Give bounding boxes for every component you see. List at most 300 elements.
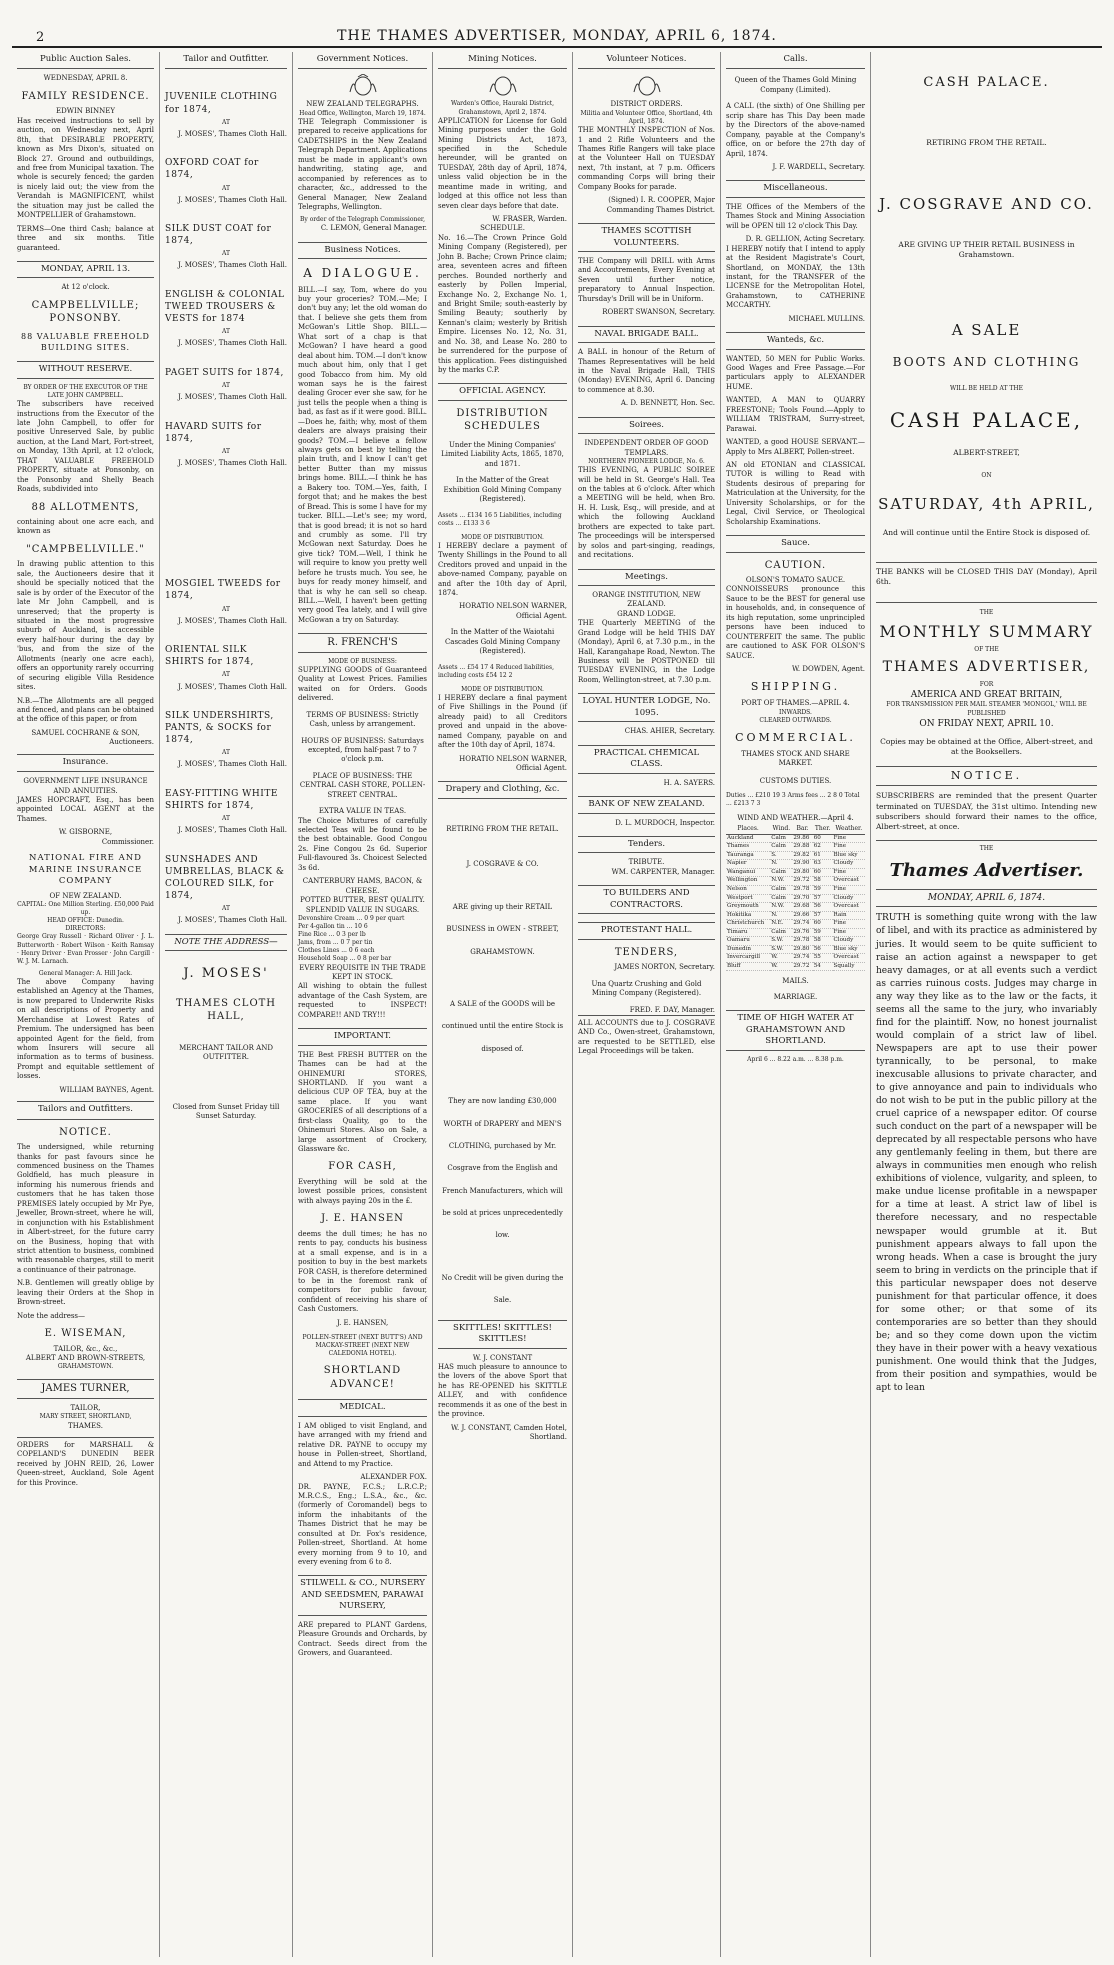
ad-subtitle: MODE OF DISTRIBUTION. <box>461 685 544 693</box>
item-at: AT <box>221 250 230 258</box>
ad-body: containing about one acre each, and known as <box>17 518 154 536</box>
ad-name: J. E. HANSEN, <box>336 1318 389 1327</box>
item-at: AT <box>221 815 230 823</box>
ad-subtitle: FOR CASH, <box>328 1161 397 1173</box>
signature: HORATIO NELSON WARNER, Official Agent. <box>459 754 567 772</box>
masthead-title: THE THAMES ADVERTISER, MONDAY, APRIL 6, 1874. <box>337 28 777 44</box>
item-at: AT <box>221 328 230 336</box>
table-cell: Napier <box>726 860 770 869</box>
ad-body: I HEREBY declare a payment of Twenty Shillings in the Pound to all Creditors proved and unpaid in the above-named Company, payable on and after the 10th day of April, 1874. <box>438 541 567 598</box>
page-number: 2 <box>36 30 45 45</box>
table-cell: Greymouth <box>726 903 770 912</box>
section-header: Mining Notices. <box>438 52 567 69</box>
table-row <box>726 843 865 852</box>
ad-line: FOR TRANSMISSION PER MAIL STEAMER 'MONGOL,' WILL BE PUBLISHED <box>886 701 1087 717</box>
table-cell: S. <box>770 851 792 860</box>
section-header: Meetings. <box>578 569 715 586</box>
table-cell: Tauranga <box>726 851 770 860</box>
ad-subtitle: MAILS. <box>782 977 809 986</box>
ad-title: PRACTICAL CHEMICAL CLASS. <box>578 745 715 774</box>
ad-body: THE Offices of the Members of the Thames Stock and Mining Association will be OPEN till 12 o'clock This Day. <box>726 202 865 230</box>
ad-subtitle: RETIRING FROM THE RETAIL. <box>926 137 1047 147</box>
ad-body: Everything will be sold at the lowest possible prices, consistent with always paying 20s in the £. <box>298 1177 427 1205</box>
column-calls <box>720 52 870 1957</box>
ad-figures: Assets ... £54 17 4 Reduced liabilities, including costs £54 12 2 <box>438 663 555 679</box>
signature: Auctioneers. <box>109 738 154 747</box>
ad-subtitle: SCHEDULE. <box>480 224 525 233</box>
item-at: AT <box>221 905 230 913</box>
ad-body: I HEREBY declare a final payment of Five Shillings in the Pound (if already paid) to all Creditors proved and unpaid in the above-named Company, payable on and after the 10th day of April, 1874. <box>438 693 567 750</box>
ad-subtitle: MARRIAGE. <box>773 992 818 1001</box>
ad-body: Una Quartz Crushing and Gold Mining Company (Registered). <box>591 979 702 998</box>
ad-line: TAILOR, &c., &c., <box>53 1344 118 1353</box>
section-title: COMMERCIAL. <box>735 730 856 744</box>
ad-title: TO BUILDERS AND CONTRACTORS. <box>578 885 715 914</box>
price-row: Fine Rice ... 0 3 per lb <box>298 931 366 939</box>
ad-body: No. 16.—The Crown Prince Gold Mining Company (Registered), per John B. Bache; Crown Prince claim; area, seventeen acres and fifteen perches. Bounded northerly and easterly by Pollen Imperial, Exchange No. 2, Exchange No. 1, and Bright Smile; south-easterly by Smiling Beauty; southerly by Kennan's claim; westerly by British Empire. Licenses No. 12, No. 31, and No. 38, and Lease No. 280 to be surrendered for the purpose of this application. Fees distinguished by the marks C.P. <box>438 233 567 375</box>
ad-subtitle: WIND AND WEATHER.—April 4. <box>737 814 854 823</box>
table-cell: Overcast <box>833 954 866 963</box>
table-cell: Cloudy <box>833 894 866 903</box>
ad-body: ARE GIVING UP THEIR RETAIL BUSINESS in Grahamstown. <box>898 239 1075 260</box>
table-cell: Auckland <box>726 834 770 843</box>
table-cell: Fine <box>833 920 866 929</box>
section-header: Tailors and Outfitters. <box>17 1101 154 1119</box>
moses-item <box>165 788 287 836</box>
section-header: Public Auction Sales. <box>17 52 154 69</box>
table-cell: S.W. <box>770 937 792 946</box>
ad-name: J. MOSES' <box>183 966 269 982</box>
ad-body: DR. PAYNE, F.C.S.; L.R.C.P.; M.R.C.S., Eng.; L.S.A., &c., &c. (formerly of Coromandel) begs to inform the inhabitants of the Thames District that he may be consulted at Dr. Fox's residence, Pollen-street, Shortland. At home every morning from 9 to 10, and every evening from 6 to 8. <box>298 1482 427 1566</box>
ad-highlight: "CAMPBELLVILLE." <box>26 543 145 555</box>
item-at: AT <box>221 605 230 613</box>
ad-subtitle: OLSON'S TOMATO SAUCE. <box>745 576 846 584</box>
ad-figures: Duties ... £210 19 3 Arms fees ... 2 8 0 Total ... £213 7 3 <box>726 792 860 808</box>
item-at: AT <box>221 447 230 455</box>
ad-body: A SALE of the GOODS will be continued until the entire Stock is disposed of. <box>441 999 564 1053</box>
price-row: Jams, from ... 0 7 per tin <box>298 939 373 947</box>
item-shop: J. MOSES', Thames Cloth Hall. <box>178 393 287 402</box>
ad-note: Closed from Sunset Friday till Sunset Saturday. <box>172 1102 280 1121</box>
signature: FRED. F. DAY, Manager. <box>629 1005 715 1014</box>
ad-subtitle: INWARDS. <box>779 708 812 716</box>
ad-body: THE BANKS will be CLOSED THIS DAY (Monday), April 6th. <box>876 562 1097 587</box>
ad-subtitle: EXTRA VALUE IN TEAS. <box>318 807 407 816</box>
signature: JAMES NORTON, Secretary. <box>614 963 715 972</box>
ad-body: THE Company will DRILL with Arms and Accoutrements, Every Evening at Seven until further notice, preparatory to Annual Inspection. Thursday's Drill will be in Uniform. <box>578 256 715 303</box>
table-cell: 29.70 <box>792 894 812 903</box>
ad-note: Note the address— <box>17 1311 86 1320</box>
price-row: Devonshire Cream ... 0 9 per quart <box>298 914 405 922</box>
ad-title: TENDERS, <box>614 946 679 958</box>
ad-subtitle: CLEARED OUTWARDS. <box>759 716 832 724</box>
signature: ROBERT SWANSON, Secretary. <box>602 308 715 317</box>
ad-title: A DIALOGUE. <box>303 266 422 281</box>
ad-body: deems the dull times; he has no rents to pay, conducts his business at a small expense, and is in a position to buy in the best markets FOR CASH, is therefore determined to be in the foremost rank of competitors for public favour, confident of receiving his share of Cash Customers. <box>298 1229 427 1314</box>
section-header: Sauce. <box>726 535 865 552</box>
moses-item <box>165 421 287 469</box>
ad-body: In the Matter of the Great Exhibition Gold Mining Company (Registered). <box>443 476 562 504</box>
table-cell: 29.90 <box>792 860 812 869</box>
table-row <box>726 954 865 963</box>
ad-name: W. J. CONSTANT <box>472 1353 533 1362</box>
table-cell: 59 <box>813 886 833 895</box>
table-cell: 29.80 <box>792 945 812 954</box>
ad-order: BY ORDER OF THE EXECUTOR OF THE LATE JOHN CAMPBELL. <box>23 383 148 400</box>
ad-subtitle: SPLENDID VALUE IN SUGARS. <box>305 905 420 914</box>
column-tailor <box>159 52 292 1957</box>
table-cell: 61 <box>813 851 833 860</box>
item-at: AT <box>221 118 230 126</box>
ad-body: AN old ETONIAN and CLASSICAL TUTOR is willing to Read with Students desirous of preparing for Matriculation at the University, for the University Scholarships, or for the Legal, Civil Service, or Theological Scholarship Examinations. <box>726 460 865 526</box>
ad-body: They are now landing £30,000 WORTH of DRAPERY and MEN'S CLOTHING, purchased by Mr. Cosgrave from the English and French Manufacturers, which will be sold at prices unprecedentedly low. <box>442 1097 563 1240</box>
ad-body: All wishing to obtain the fullest advantage of the Cash System, are requested to INSPECT! COMPARE!! AND TRY!!! <box>298 982 427 1019</box>
ad-line: OF THE <box>974 646 999 654</box>
ad-title: GOVERNMENT LIFE INSURANCE AND ANNUITIES. <box>23 777 148 795</box>
signature: D. L. MURDOCH, Inspector. <box>615 818 715 827</box>
tide-row: April 6 ... 8.22 a.m. ... 8.38 p.m. <box>747 1055 844 1063</box>
table-row <box>726 911 865 920</box>
table-cell: 29.74 <box>792 920 812 929</box>
table-cell: 60 <box>813 920 833 929</box>
ad-body: Under the Mining Companies' Limited Liability Acts, 1865, 1870, and 1871. <box>441 440 564 468</box>
table-cell: Fine <box>833 834 866 843</box>
signature: MICHAEL MULLINS. <box>788 314 865 323</box>
ad-title: NATIONAL FIRE AND MARINE INSURANCE COMPANY <box>28 853 143 887</box>
column-cash-palace <box>870 52 1102 1957</box>
table-cell: 29.88 <box>792 843 812 852</box>
column-government <box>292 52 432 1957</box>
ad-title: STILWELL & CO., NURSERY AND SEEDSMEN, PARAWAI NURSERY, <box>298 1575 427 1615</box>
table-cell: Cloudy <box>833 937 866 946</box>
moses-item <box>165 223 287 271</box>
ad-body: JAMES HOPCRAFT, Esq., has been appointed LOCAL AGENT at the Thames. <box>17 796 154 823</box>
moses-item <box>165 157 287 205</box>
ad-subtitle: THAMES STOCK AND SHARE MARKET. <box>741 749 850 768</box>
ad-subtitle: NORTHERN PIONEER LODGE, No. 6. <box>588 458 705 466</box>
section-header: Wanteds, &c. <box>726 332 865 349</box>
signature: C. LEMON, General Manager. <box>320 224 427 233</box>
ad-dateline: Militia and Volunteer Office, Shortland, 4th April, 1874. <box>580 109 713 125</box>
table-row <box>726 928 865 937</box>
moses-item <box>165 91 287 139</box>
table-header-cell: Places. <box>726 824 770 835</box>
table-row <box>726 851 865 860</box>
ad-body: HAS much pleasure to announce to the lovers of the above Sport that he has RE-OPENED his SKITTLE ALLEY, and with confidence recommends it as one of the best in the province. <box>438 1363 567 1419</box>
ad-title: NAVAL BRIGADE BALL. <box>578 326 715 343</box>
table-cell: 29.78 <box>792 886 812 895</box>
table-cell: 58 <box>813 877 833 886</box>
item-title: ENGLISH & COLONIAL TWEED TROUSERS & VESTS for 1874 <box>165 289 285 325</box>
ad-capital: CAPITAL: One Million Sterling. £50,000 Paid up. <box>17 901 154 917</box>
ad-title: LOYAL HUNTER LODGE, No. 1095. <box>578 693 715 722</box>
price-row: Household Soap ... 0 8 per bar <box>298 955 392 963</box>
ad-subtitle: ON FRIDAY NEXT, APRIL 10. <box>919 718 1054 729</box>
signature: WILLIAM BAYNES, Agent. <box>59 1085 154 1094</box>
table-cell: Invercargill <box>726 954 770 963</box>
ad-title: INDEPENDENT ORDER OF GOOD TEMPLARS. <box>584 439 709 457</box>
table-cell: Hokitika <box>726 911 770 920</box>
ad-address: POLLEN-STREET (NEXT BUTT'S) AND MACKAY-STREET (NEXT NEW CALEDONIA HOTEL). <box>302 1334 423 1358</box>
table-cell: Wellington <box>726 877 770 886</box>
table-cell: 29.78 <box>792 937 812 946</box>
ad-body: ALL ACCOUNTS due to J. COSGRAVE AND Co., Owen-street, Grahamstown, are requested to be SETTLED, else Legal Proceedings will be taken. <box>578 1015 715 1057</box>
table-cell: 58 <box>813 937 833 946</box>
ad-name: J. COSGRAVE & CO. <box>466 860 539 869</box>
ad-subtitle: OF NEW ZEALAND. <box>49 891 122 900</box>
price-list <box>298 915 427 964</box>
ad-subtitle: MODE OF DISTRIBUTION. <box>461 533 544 541</box>
table-cell: Calm <box>770 894 792 903</box>
ad-body: In drawing public attention to this sale, the Auctioneers desire that it should be specially noticed that the sale is by order of the Executor of the late Mr John Campbell, and is unreserved; that the property is situated in the most progressive suburb of Auckland, is accessible every half-hour during the day by 'bus, and from the size of the Allotments (nearly one acre each), offers an opportunity rarely occurring of securing eligible Villa Residence sites. <box>17 560 154 692</box>
signature: A. D. BENNETT, Hon. Sec. <box>620 399 715 408</box>
ad-line: THE <box>979 844 994 852</box>
table-header-cell: Weather. <box>833 824 866 835</box>
item-shop: J. MOSES', Thames Cloth Hall. <box>178 129 287 138</box>
table-cell: Cloudy <box>833 860 866 869</box>
ad-body: THE Quarterly MEETING of the Grand Lodge will be held THIS DAY (Monday), April 6, at 7.30 p.m., in the Hall, Karangahape Road, Newton. The Business will be POSTPONED till TUESDAY EVENING, in the Lodge Room, Wellington-street, at 7.30 p.m. <box>578 619 715 684</box>
section-header: Tailor and Outfitter. <box>165 52 287 69</box>
ad-title: TRIBUTE. <box>628 858 665 867</box>
table-cell: N. <box>770 911 792 920</box>
ad-title: THAMES ADVERTISER, <box>882 659 1091 676</box>
table-cell: Wanganui <box>726 868 770 877</box>
ad-line: ALBERT-STREET, <box>953 447 1020 457</box>
table-cell: 29.76 <box>792 928 812 937</box>
table-cell: Calm <box>770 843 792 852</box>
sale-date: MONDAY, APRIL 13. <box>17 261 154 278</box>
table-cell: 54 <box>813 962 833 971</box>
leader-dateline: MONDAY, APRIL 6, 1874. <box>876 889 1097 907</box>
signature: HORATIO NELSON WARNER, Official Agent. <box>459 602 567 620</box>
ad-line: FOR <box>979 681 994 689</box>
ad-body: Copies may be obtained at the Office, Albert-street, and at the Booksellers. <box>880 737 1093 757</box>
section-header: Calls. <box>726 52 865 69</box>
ad-figures: Assets ... £134 16 5 Liabilities, including costs ... £133 3 6 <box>438 511 562 527</box>
item-shop: J. MOSES', Thames Cloth Hall. <box>178 616 287 625</box>
ad-body: No Credit will be given during the Sale. <box>441 1273 564 1305</box>
ad-title: BOOTS AND CLOTHING <box>892 355 1081 370</box>
table-cell: Blue sky <box>833 851 866 860</box>
ad-subtitle: GRAND LODGE. <box>617 609 676 618</box>
royal-arms-icon <box>346 74 380 96</box>
table-cell: 29.68 <box>792 903 812 912</box>
ad-subtitle: AMERICA AND GREAT BRITAIN, <box>910 690 1063 701</box>
ad-body: BILL.—I say, Tom, where do you buy your groceries? TOM.—Me; I don't buy any; let the old woman do that. I believe she gets them from McGowan's Little Shop. BILL.—What sort of a chap is that McGowan? I have heard a good deal about him. TOM.—I don't know much about him, only that I get good Tobacco from him. My old woman says he is the fairest dealing Grocer ever she saw, for he just tells the people when a thing is bad, as fast as if it were good. BILL.—Does he, faith; why, most of them dealers are always praising their goods? TOM.—I believe a fellow always gets on best by telling the plain truth, and I know I can't get better Butter than my missus brings home. BILL.—I think he has a Bakery too. TOM.—Yes, faith, I forgot that; and he makes the best of Bread. This is some I have for my tucker. BILL.—Let's see; my word, that is good bread; it is not so hard and crumbly as some. I'll try McGowan next Saturday. Does he give tick? TOM.—Well, I think he will require to know you pretty well before he trusts much. You see, he buys for ready money himself, and that is why he can sell so cheap. BILL.—Well, I haven't been getting very good Tea lately, and I will give McGowan a try on Saturday. <box>298 285 427 624</box>
table-cell: 60 <box>813 834 833 843</box>
item-title: SUNSHADES AND UMBRELLAS, BLACK & COLOURED SILK, for 1874, <box>165 854 285 902</box>
ad-line: GRAHAMSTOWN. <box>57 1363 114 1371</box>
table-row <box>726 920 865 929</box>
price-row: Per 4-gallon tin ... 10 6 <box>298 923 368 931</box>
ad-line: THAMES. <box>68 1421 103 1430</box>
ad-line: WILL BE HELD AT THE <box>950 384 1023 392</box>
ad-note: N.B.—The Allotments are all pegged and fenced, and plans can be obtained at the office of this paper, or from <box>17 696 154 724</box>
table-cell: Fine <box>833 886 866 895</box>
leader-article: TRUTH is something quite wrong with the law of libel, and with its practice as administered by juries. It would seem to be quite sufficient to raise an action against a newspaper to get heavy damages, or at all events such a verdict as carries ruinous costs. Judges may charge in any way they like as to the law or the facts, it seems all the same to the jury, who invariably find for the plaintiff. Now, no honest journalist would complain of a strict law of libel. Newspapers are apt to use their power tyrannically, to be personal, to make inexcusable allusions to private character, and to give annoyance and pain to individuals who do not wish to be put in the public pillory at the cruel caprice of a newspaper editor. Of course such conduct on the part of a newspaper will be deprecated by all respectable persons who have any gentlemanly feeling in them, but there are always in communities men enough who relish exhibitions of violence, vulgarity, and spleen, to make undue license profitable in a newspaper for a time at least. A strict law of libel is therefore necessary, and no respectable newspaper would grumble at it. But punishment appears always to fall upon the wrong heads. When a case is brought the jury seem to bring in verdicts on the principle that if this particular newspaper does not deserve punishment for that particular offence, it does for some other; or that some of its contemporaries are so better than they should be; and so they come down upon the victim they have in their power with a heavy vexatious punishment. One would think that the Judges, from their position and sympathies, would be apt to lean <box>876 913 1097 1394</box>
ad-order: By order of the Telegraph Commissioner, <box>299 216 425 224</box>
ad-body: WANTED, A MAN to QUARRY FREESTONE; Tools Found.—Apply to WILLIAM TRISTRAM, Surry-street, Parawai. <box>726 396 865 433</box>
moses-item <box>165 854 287 926</box>
item-shop: J. MOSES', Thames Cloth Hall. <box>178 458 287 467</box>
table-row <box>726 945 865 954</box>
signature: WM. CARPENTER, Manager. <box>611 867 715 876</box>
ad-dateline: Warden's Office, Hauraki District, Grahamstown, April 2, 1874. <box>450 100 555 116</box>
item-title: PAGET SUITS for 1874, <box>165 367 284 378</box>
ad-title: CAMPBELLVILLE; PONSONBY. <box>31 299 140 325</box>
ad-name: E. WISEMAN, <box>44 1328 127 1339</box>
ad-directors: George Gray Russell · Richard Oliver · J. L. Butterworth · Robert Wilson · Keith Ramsay · Henry Driver · Evan Prosser · John Cargill · W. J. M. Larnach. <box>17 933 154 965</box>
table-cell: Timaru <box>726 928 770 937</box>
section-header: Insurance. <box>17 754 154 772</box>
ad-body: ARE prepared to PLANT Gardens, Pleasure Grounds and Orchards, by Contract. Seeds direct from the Growers, and Guaranteed. <box>298 1620 427 1658</box>
item-at: AT <box>221 671 230 679</box>
ad-note: NOTE THE ADDRESS— <box>165 934 287 951</box>
table-cell: 29.72 <box>792 962 812 971</box>
ad-title: CASH PALACE, <box>889 407 1084 432</box>
table-cell: Overcast <box>833 877 866 886</box>
ad-body: PLACE OF BUSINESS: THE CENTRAL CASH STORE, POLLEN-STREET CENTRAL. <box>299 771 426 799</box>
section-header: Government Notices. <box>298 52 427 69</box>
table-cell: Blue sky <box>833 945 866 954</box>
masthead-rule <box>12 46 1102 48</box>
table-cell: Fine <box>833 868 866 877</box>
table-cell: Dunedin <box>726 945 770 954</box>
table-cell: N. <box>770 860 792 869</box>
ad-subtitle: 88 VALUABLE FREEHOLD BUILDING SITES. <box>21 331 150 352</box>
table-cell: 59 <box>813 928 833 937</box>
ad-body: CONNOISSEURS pronounce this Sauce to be the BEST for general use in households, and, in consequence of its high reputation, some unprincipled persons have been induced to COUNTERFEIT the same. The public are cautioned to ASK FOR OLSON'S SAUCE. <box>726 585 865 660</box>
royal-arms-icon <box>486 74 520 96</box>
table-cell: 29.82 <box>792 851 812 860</box>
signature: W. FRASER, Warden. <box>492 215 567 224</box>
ad-title: TIME OF HIGH WATER AT GRAHAMSTOWN AND SHORTLAND. <box>726 1010 865 1050</box>
ad-name: R. FRENCH'S <box>298 633 427 653</box>
ad-body: ORDERS for MARSHALL & COPELAND'S DUNEDIN BEER received by JOHN REID, 26, Lower Queen-street, Auckland, Sole Agent for this Province. <box>17 1437 154 1488</box>
ad-subtitle: EVERY REQUISITE IN THE TRADE KEPT IN STOCK. <box>299 963 426 981</box>
table-row <box>726 860 865 869</box>
section-header: Volunteer Notices. <box>578 52 715 69</box>
table-cell: 29.74 <box>792 954 812 963</box>
item-title: SILK UNDERSHIRTS, PANTS, & SOCKS for 1874, <box>165 710 274 746</box>
ad-subtitle: MERCHANT TAILOR AND OUTFITTER. <box>179 1043 273 1062</box>
table-cell: Calm <box>770 886 792 895</box>
item-shop: J. MOSES', Thames Cloth Hall. <box>178 916 287 925</box>
ad-body: SUBSCRIBERS are reminded that the present Quarter terminated on TUESDAY, the 31st ultimo. Intending new subscribers should forward their names to the office, Albert-street, at once. <box>876 791 1097 831</box>
ad-body: THE Best FRESH BUTTER on the Thames can be had at the OHINEMURI STORES, SHORTLAND. If you want a delicious CUP OF TEA, buy at the same place. If you want GROCERIES of all descriptions of a first-class Quality, go to the Ohinemuri Stores. Also on Sale, a large assortment of Crockery, Glassware &c. <box>298 1050 427 1153</box>
ad-dateline: Head Office, Wellington, March 19, 1874. <box>299 109 426 117</box>
ad-body: APPLICATION for License for Gold Mining purposes under the Gold Mining Districts Act, 1873, specified in the Schedule hereunder, will be granted on TUESDAY, 28th day of April, 1874, unless valid objection be in the meantime made in writing, and lodged at this office not less than seven clear days before that date. <box>438 116 567 210</box>
section-title: SHIPPING. <box>750 680 841 694</box>
moses-item <box>165 644 287 692</box>
table-row <box>726 894 865 903</box>
table-cell: Calm <box>770 928 792 937</box>
ad-line: MARY STREET, SHORTLAND, <box>39 1413 132 1421</box>
ad-body: I AM obliged to visit England, and have arranged with my friend and relative DR. PAYNE to occupy my house in Pollen-street, Shortland, and Attend to my Practice. <box>298 1421 427 1468</box>
ad-title: BANK OF NEW ZEALAND. <box>578 796 715 813</box>
ad-line: ON <box>981 471 992 479</box>
ad-body: I HEREBY notify that I intend to apply at the Resident Magistrate's Court, Shortland, on MONDAY, the 13th instant, for the TRANSFER of the LICENSE for the Metropolitan Hotel, Grahamstown, to CATHERINE MCCARTHY. <box>726 244 865 310</box>
table-cell: Fine <box>833 843 866 852</box>
table-cell: 29.86 <box>792 834 812 843</box>
ad-body: The undersigned, while returning thanks for past favours since he commenced business on the Thames Goldfield, has much pleasure in informing his numerous friends and customers that he has taken those PREMISES lately occupied by Mr Pye, Jeweller, Brown-street, where he will, in conjunction with his Establishment in Albert-street, for the future carry on the Business, hoping that with strict attention to business, combined with reasonable charges, still to merit a continuance of their patronage. <box>17 1143 154 1274</box>
table-cell: Westport <box>726 894 770 903</box>
table-cell: W. <box>770 954 792 963</box>
item-title: HAVARD SUITS for 1874, <box>165 421 262 444</box>
ad-title: IMPORTANT. <box>298 1028 427 1045</box>
table-row <box>726 868 865 877</box>
ad-title: SATURDAY, 4th APRIL, <box>878 494 1095 513</box>
ad-name: JAMES TURNER, <box>17 1379 154 1399</box>
table-cell: W. <box>770 962 792 971</box>
item-at: AT <box>221 184 230 192</box>
ad-body: And will continue until the Entire Stock is disposed of. <box>882 528 1091 538</box>
table-header-cell: Wind. <box>770 824 792 835</box>
ad-subtitle: MODE OF BUSINESS: <box>328 657 397 665</box>
item-title: MOSGIEL TWEEDS for 1874, <box>165 579 281 602</box>
table-cell: Fine <box>833 928 866 937</box>
moses-item <box>165 710 287 770</box>
table-cell: N.W. <box>770 877 792 886</box>
signature: H. A. SAYERS. <box>663 778 715 787</box>
ad-directors-label: DIRECTORS: <box>65 925 106 933</box>
ad-title: A SALE <box>951 321 1022 340</box>
signature: W. DOWDEN, Agent. <box>791 664 865 673</box>
table-row <box>726 903 865 912</box>
price-row: Clothes Lines ... 0 6 each <box>298 947 375 955</box>
ad-title: DISTRIBUTION SCHEDULES <box>456 407 549 433</box>
ad-subtitle: CUSTOMS DUTIES. <box>759 776 832 785</box>
table-header-cell: Ther. <box>813 824 833 835</box>
ad-title: CASH PALACE. <box>923 75 1050 90</box>
signature: W. GISBORNE, <box>58 828 113 837</box>
table-cell: Nelson <box>726 886 770 895</box>
ad-body: ARE giving up their RETAIL BUSINESS in OWEN - STREET, GRAHAMSTOWN. <box>446 902 559 956</box>
ad-body: The Choice Mixtures of carefully selected Teas will be found to be the best obtainable. Good Congou 2s. Fine Congou 2s 6d. Superior Full-flavoured 3s. Choicest Selected 3s 6d. <box>298 816 427 872</box>
section-header: Drapery and Clothing, &c. <box>438 781 567 798</box>
item-shop: J. MOSES', Thames Cloth Hall. <box>178 261 287 270</box>
section-header: Miscellaneous. <box>726 180 865 197</box>
table-cell: N.E. <box>770 920 792 929</box>
table-cell: Christchurch <box>726 920 770 929</box>
ad-title: NOTICE. <box>59 1126 112 1138</box>
table-row <box>726 886 865 895</box>
ad-title: NOTICE. <box>876 766 1097 787</box>
ad-body: HOURS OF BUSINESS: Saturdays excepted, from half-past 7 to 7 o'clock p.m. <box>301 736 424 764</box>
item-shop: J. MOSES', Thames Cloth Hall. <box>178 760 287 769</box>
sale-date: WEDNESDAY, APRIL 8. <box>43 74 128 83</box>
item-title: OXFORD COAT for 1874, <box>165 158 259 181</box>
table-cell: Thames <box>726 843 770 852</box>
ad-subtitle: CANTERBURY HAMS, BACON, & CHEESE. <box>302 877 423 895</box>
moses-item <box>165 578 287 626</box>
item-shop: J. MOSES', Thames Cloth Hall. <box>178 826 287 835</box>
signature-title: Commissioner. <box>101 837 154 846</box>
item-title: EASY-FITTING WHITE SHIRTS for 1874, <box>165 788 278 812</box>
moses-item <box>165 367 287 403</box>
ad-manager: General Manager: A. Hill Jack. <box>38 969 133 977</box>
section-header: Soirees. <box>578 417 715 434</box>
item-at: AT <box>221 382 230 389</box>
ad-body: WANTED, a good HOUSE SERVANT.—Apply to Mrs ALBERT, Pollen-street. <box>726 438 865 456</box>
weather-table <box>726 824 865 972</box>
table-cell: Oamaru <box>726 937 770 946</box>
ad-subtitle: PORT OF THAMES.—APRIL 4. <box>741 699 850 708</box>
ad-title: THAMES SCOTTISH VOLUNTEERS. <box>578 223 715 252</box>
ad-subtitle: RETIRING FROM THE RETAIL. <box>446 824 559 833</box>
ad-head-office: HEAD OFFICE: Dunedin. <box>47 917 124 925</box>
sale-time: At 12 o'clock. <box>61 283 110 292</box>
